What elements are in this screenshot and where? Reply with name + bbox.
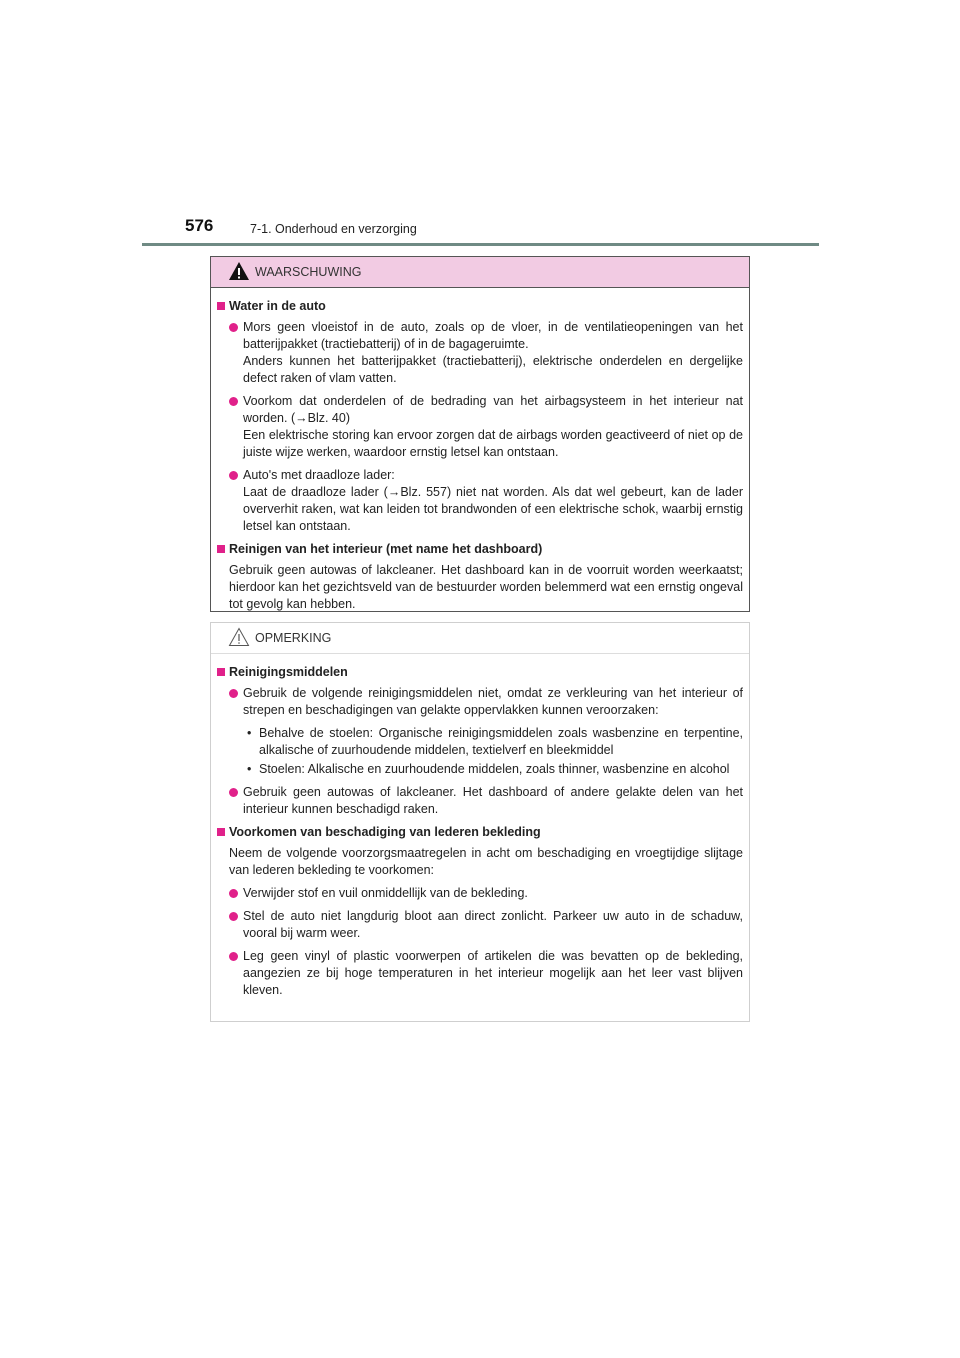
note-content xyxy=(211,654,749,999)
topic-heading: Reinigen van het interieur (met name het dashboard) xyxy=(217,541,743,558)
topic-heading: Voorkomen van beschadiging van lederen bekleding xyxy=(217,824,743,841)
square-bullet-icon xyxy=(217,828,225,836)
header-rule xyxy=(142,243,819,246)
page-header xyxy=(185,216,825,246)
dot-bullet-icon xyxy=(229,689,238,698)
warning-content xyxy=(211,288,749,613)
dot-bullet-icon xyxy=(229,323,238,332)
dot-bullet-icon xyxy=(229,788,238,797)
topic-heading: Water in de auto xyxy=(217,298,743,315)
sub-list-item: • Behalve de stoelen: Organische reinigingsmiddelen zoals wasbenzine en terpentine, alkalische of zuurhoudende middelen, textielverf en bleekmiddel xyxy=(247,726,743,757)
square-bullet-icon xyxy=(217,668,225,676)
sub-list-item: • Stoelen: Alkalische en zuurhoudende middelen, zoals thinner, wasbenzine en alcohol xyxy=(247,762,730,776)
sub-bullet-marker: • xyxy=(247,762,252,776)
note-box xyxy=(210,622,750,1022)
list-item: Stel de auto niet langdurig bloot aan direct zonlicht. Parkeer uw auto in de schaduw, vooral bij warm weer. xyxy=(217,908,743,942)
warning-header xyxy=(211,257,749,288)
topic-heading: Reinigingsmiddelen xyxy=(217,664,743,681)
list-item: Gebruik de volgende reinigingsmiddelen niet, omdat ze verkleuring van het interieur of strepen en beschadigingen van gelakte oppervlakken kunnen veroorzaken: xyxy=(217,685,743,719)
list-item: Leg geen vinyl of plastic voorwerpen of artikelen die was bevatten op de bekleding, aangezien ze bij hoge temperaturen in het interieur mogelijk aan het leer vast blijven kleven. xyxy=(217,948,743,999)
list-item: Auto's met draadloze lader: Laat de draadloze lader (→Blz. 557) niet nat worden. Als dat wel gebeurt, kan de lader oververhit raken, wat kan leiden tot brandwonden of een elektrische schok, waarbij ernstig letsel kan ontstaan. xyxy=(217,467,743,535)
dot-bullet-icon xyxy=(229,889,238,898)
warning-box xyxy=(210,256,750,612)
sub-bullet-marker: • xyxy=(247,726,252,740)
page-number: 576 xyxy=(185,216,214,235)
list-item: Verwijder stof en vuil onmiddellijk van de bekleding. xyxy=(217,885,743,902)
dot-bullet-icon xyxy=(229,397,238,406)
warning-triangle-icon xyxy=(228,261,250,281)
section-title: 7-1. Onderhoud en verzorging xyxy=(250,222,417,236)
caution-triangle-icon xyxy=(228,627,250,647)
list-item: Gebruik geen autowas of lakcleaner. Het dashboard of andere gelakte delen van het interieur kunnen beschadigd raken. xyxy=(217,784,743,818)
dot-bullet-icon xyxy=(229,912,238,921)
list-item: Mors geen vloeistof in de auto, zoals op de vloer, in de ventilatieopeningen van het batterijpakket (tractiebatterij) of in de bagageruimte. Anders kunnen het batterijpakket (tractiebatterij), elektrische onderdelen en dergelijke defect raken of vlam vatten. xyxy=(217,319,743,387)
note-header xyxy=(211,623,749,654)
dot-bullet-icon xyxy=(229,471,238,480)
warning-label: WAARSCHUWING xyxy=(255,265,362,279)
note-label: OPMERKING xyxy=(255,631,332,645)
list-item: Voorkom dat onderdelen of de bedrading van het airbagsysteem in het interieur nat worden. (→Blz. 40) Een elektrische storing kan ervoor zorgen dat de airbags worden geactiveerd of niet op de juiste wijze werken, waardoor ernstig letsel kan ontstaan. xyxy=(217,393,743,461)
square-bullet-icon xyxy=(217,545,225,553)
dot-bullet-icon xyxy=(229,952,238,961)
paragraph: Gebruik geen autowas of lakcleaner. Het dashboard kan in de voorruit worden weerkaatst; hierdoor kan het gezichtsveld van de bestuurder worden belemmerd wat een ernstig ongeval tot gevolg kan hebben. xyxy=(229,563,743,611)
square-bullet-icon xyxy=(217,302,225,310)
paragraph: Neem de volgende voorzorgsmaatregelen in acht om beschadiging en vroegtijdige slijtage van lederen bekleding te voorkomen: xyxy=(229,846,743,877)
